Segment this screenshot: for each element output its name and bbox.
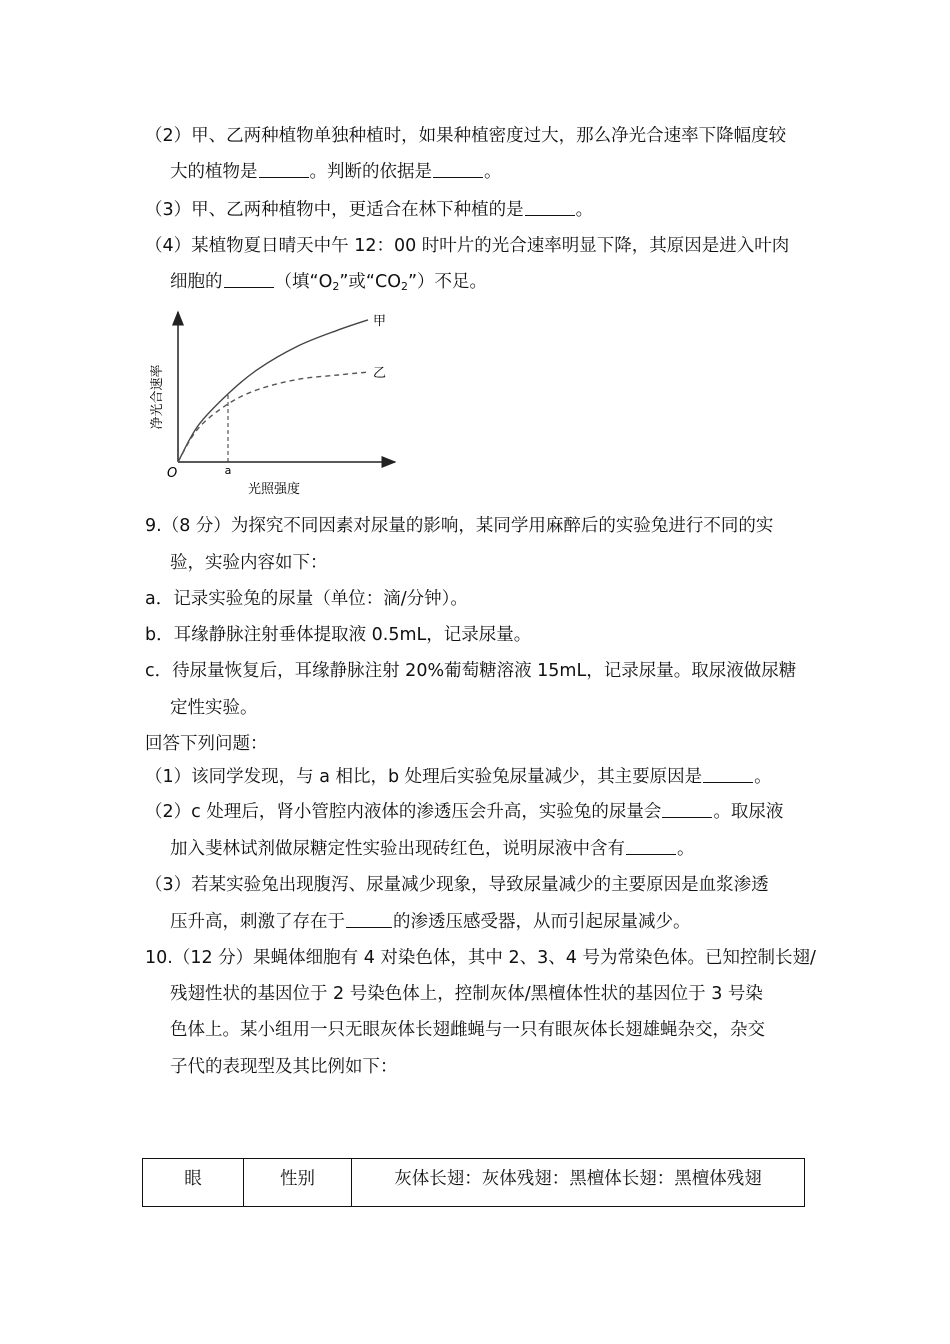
offspring-phenotype-table xyxy=(142,1158,805,1207)
q10-line3: 色体上。某小组用一只无眼灰体长翅雌蝇与一只有眼灰体长翅雄蝇杂交，杂交 xyxy=(170,1020,765,1040)
q9-part1-text-a: （1）该同学发现，与 a 相比，b 处理后实验兔尿量减少，其主要原因是 xyxy=(145,767,703,787)
q9-heading-line2: 验，实验内容如下： xyxy=(170,553,328,573)
series-jia-label: 甲 xyxy=(373,313,387,329)
q8-part4-text-b: （填“O xyxy=(274,272,333,292)
origin-label: O xyxy=(167,466,178,481)
answer-blank[interactable] xyxy=(433,161,483,178)
q9-part2-text-c: 加入斐林试剂做尿糖定性实验出现砖红色，说明尿液中含有 xyxy=(170,839,625,859)
a-tick-label: a xyxy=(224,464,232,477)
q9-heading-line1: 9.（8 分）为探究不同因素对尿量的影响，某同学用麻醉后的实验兔进行不同的实 xyxy=(145,516,774,536)
q9-part2-line1 xyxy=(145,800,783,824)
q8-part4-line1: （4）某植物夏日晴天中午 12：00 时叶片的光合速率明显下降，其原因是进入叶肉 xyxy=(145,236,790,256)
q9-step-a: a．记录实验兔的尿量（单位：滴/分钟）。 xyxy=(145,589,468,609)
q9-part3-line1: （3）若某实验兔出现腹泻、尿量减少现象，导致尿量减少的主要原因是血浆渗透 xyxy=(145,875,769,895)
q10-line1: 10.（12 分）果蝇体细胞有 4 对染色体，其中 2、3、4 号为常染色体。已知控制长翅/ xyxy=(145,948,816,968)
q9-part1-text-b: 。 xyxy=(754,767,772,787)
answer-blank[interactable] xyxy=(224,271,274,288)
answer-blank[interactable] xyxy=(346,911,392,928)
q8-part2-text-a: 大的植物是 xyxy=(170,162,258,182)
answer-blank[interactable] xyxy=(703,766,753,783)
series-yi-label: 乙 xyxy=(373,366,387,382)
q8-part3 xyxy=(145,198,593,222)
q8-part3-text-a: （3）甲、乙两种植物中，更适合在林下种植的是 xyxy=(145,200,524,220)
q10-line4: 子代的表现型及其比例如下： xyxy=(170,1057,398,1077)
q9-part1 xyxy=(145,765,772,789)
q9-part3-text-b: 的渗透压感受器，从而引起尿量减少。 xyxy=(393,912,691,932)
q8-part4-text-a: 细胞的 xyxy=(170,272,223,292)
q9-answer-prompt: 回答下列问题： xyxy=(145,734,268,754)
series-jia-curve xyxy=(178,320,368,462)
q8-part2-line2 xyxy=(170,160,502,184)
q9-step-c-line2: 定性实验。 xyxy=(170,698,258,718)
q9-part3-text-a: 压升高，刺激了存在于 xyxy=(170,912,345,932)
q9-part2-line2 xyxy=(170,837,695,861)
table-header-eye: 眼 xyxy=(143,1159,244,1207)
answer-blank[interactable] xyxy=(626,838,676,855)
table-header-row xyxy=(143,1159,805,1207)
q8-part2-text-c: 。 xyxy=(484,162,502,182)
table-header-phenotype-ratio: 灰体长翅：灰体残翅：黑檀体长翅：黑檀体残翅 xyxy=(352,1159,805,1207)
q9-part2-text-b: 。取尿液 xyxy=(713,802,784,822)
photosynthesis-graph xyxy=(150,305,410,505)
answer-blank[interactable] xyxy=(525,199,575,216)
answer-blank[interactable] xyxy=(662,801,712,818)
q8-part2-line1: （2）甲、乙两种植物单独种植时，如果种植密度过大，那么净光合速率下降幅度较 xyxy=(145,126,787,146)
q8-part4-line2 xyxy=(170,270,487,299)
series-yi-curve xyxy=(178,372,368,462)
q8-part3-text-b: 。 xyxy=(575,200,594,220)
q9-part2-text-a: （2）c 处理后，肾小管腔内液体的渗透压会升高，实验兔的尿量会 xyxy=(145,802,662,822)
answer-blank[interactable] xyxy=(259,161,309,178)
q9-step-c-line1: c．待尿量恢复后，耳缘静脉注射 20%葡萄糖溶液 15mL，记录尿量。取尿液做尿糖 xyxy=(145,661,797,681)
q9-part2-text-d: 。 xyxy=(677,839,695,859)
y-axis-label: 净光合速率 xyxy=(150,364,165,430)
x-axis-label: 光照强度 xyxy=(248,482,301,497)
q9-part3-line2 xyxy=(170,910,691,934)
q8-part4-text-c: ”或“CO xyxy=(339,272,401,292)
table-header-sex: 性别 xyxy=(244,1159,352,1207)
q10-line2: 残翅性状的基因位于 2 号染色体上，控制灰体/黑檀体性状的基因位于 3 号染 xyxy=(170,984,763,1004)
q9-step-b: b．耳缘静脉注射垂体提取液 0.5mL，记录尿量。 xyxy=(145,625,532,645)
q8-part4-text-d: ”）不足。 xyxy=(407,272,488,292)
co2-subscript: 2 xyxy=(400,280,408,293)
o2-subscript: 2 xyxy=(332,280,340,293)
q8-part2-text-b: 。判断的依据是 xyxy=(309,162,432,182)
